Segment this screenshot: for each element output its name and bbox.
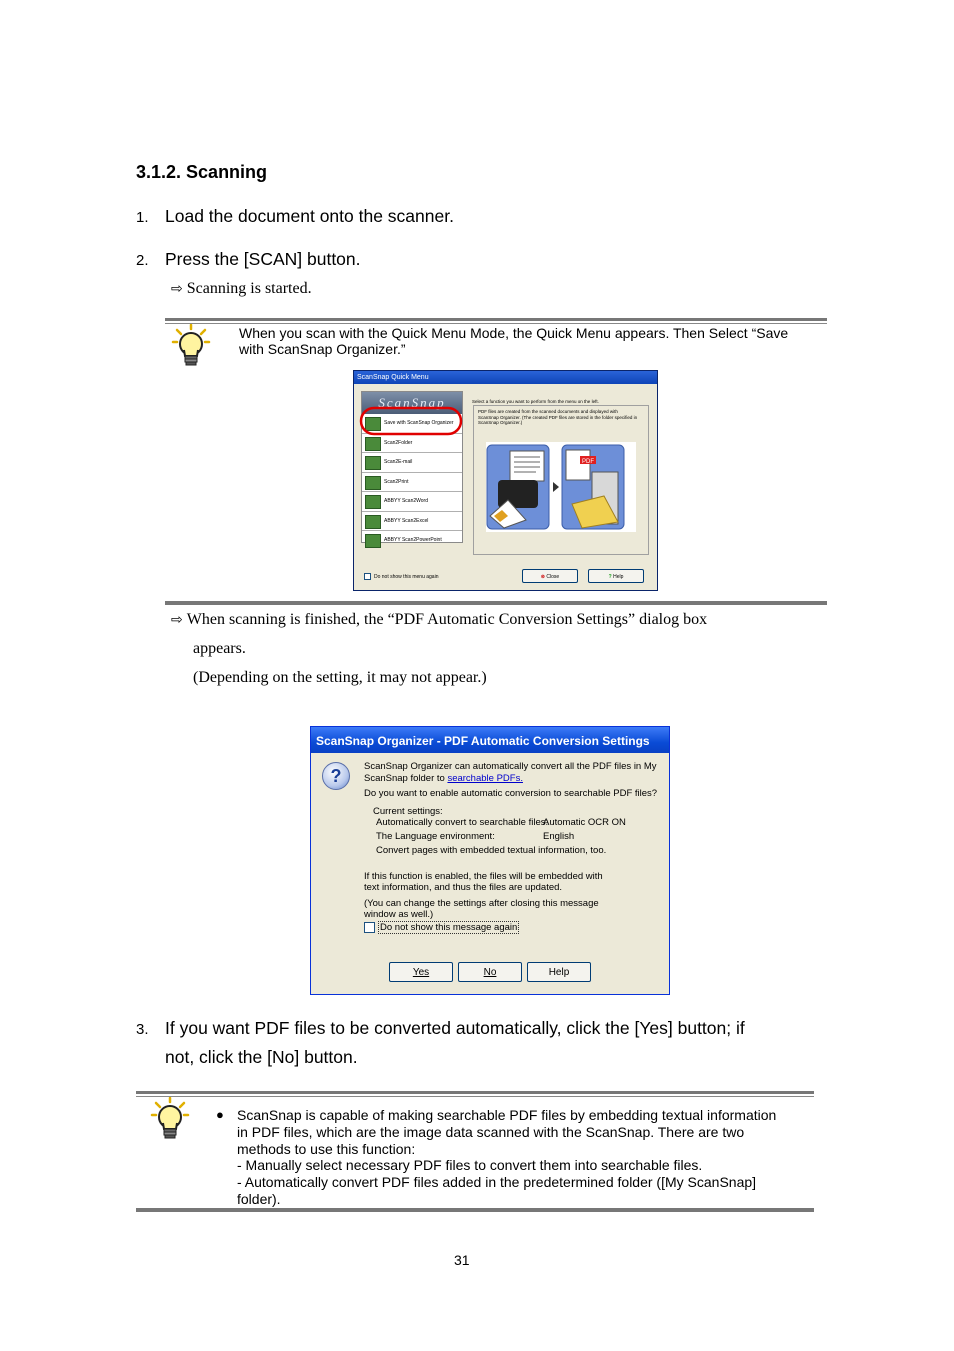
page-number: 31 (454, 1252, 470, 1268)
scanner-illustration (486, 442, 636, 532)
yes-button[interactable]: Yes (389, 962, 453, 982)
result-arrow-icon: ⇨ (171, 613, 183, 628)
result-finished: ⇨ When scanning is finished, the “PDF Automatic Conversion Settings” dialog box (171, 611, 708, 628)
step-text: Load the document onto the scanner. (165, 206, 454, 226)
step-number: 3. (136, 1021, 149, 1038)
menu-item-scan2word[interactable]: ABBYY Scan2Word (362, 492, 462, 512)
pdf-badge-text: PDF (582, 459, 594, 465)
hint-bulb-icon (150, 1097, 190, 1141)
hint-bulb-icon (171, 324, 211, 368)
dialog-body (364, 761, 664, 933)
result-arrow-icon: ⇨ (171, 282, 183, 297)
hint-2-top-rule (136, 1091, 814, 1094)
hint-2-top-rule-thin (136, 1096, 814, 1097)
step-number: 1. (136, 209, 149, 226)
quick-menu-description: PDF files are created from the scanned documents and displayed with ScanSnap Organizer. (The created PDF files are stored in the folder specified in ScanSnap Organizer.) (478, 409, 638, 425)
dialog-paragraph-4: (You can change the settings after closing this message window as well.) (364, 897, 599, 920)
step-text-line-2: not, click the [No] button. (165, 1047, 358, 1067)
highlight-ellipse (359, 406, 463, 436)
dont-show-message-checkbox[interactable]: Do not show this message again (364, 922, 664, 934)
checkbox-box (364, 922, 375, 933)
scansnap-logo: ScanSnap (362, 392, 462, 414)
setting-row-language: The Language environment: English (376, 831, 575, 842)
quick-menu-window (353, 370, 658, 591)
step-number: 2. (136, 252, 149, 269)
step-text: Press the [SCAN] button. (165, 249, 361, 269)
hint-bottom-rule (165, 601, 827, 605)
menu-item-scan2print[interactable]: Scan2Print (362, 473, 462, 493)
excel-icon (365, 515, 381, 529)
hint-2-text: ScanSnap is capable of making searchable PDF files by embedding textual information in PDF files, which are the image data scanned with the ScanSnap. There are two methods to use this function: - Manually select necessary PDF files to convert them into searchable files. - Automatically convert PDF files added in the predetermined folder ([My ScanSnap] folder). (237, 1107, 777, 1207)
hint-top-rule (165, 318, 827, 321)
menu-item-scan2excel[interactable]: ABBYY Scan2Excel (362, 512, 462, 532)
folder-icon (365, 437, 381, 451)
menu-item-scan2folder[interactable]: Scan2Folder (362, 434, 462, 454)
dont-show-menu-checkbox[interactable]: Do not show this menu again (364, 573, 438, 580)
checkbox-box (364, 573, 371, 580)
result-finished-line2: appears. (193, 640, 246, 657)
dialog-paragraph-2: Do you want to enable automatic conversion to searchable PDF files? (364, 788, 658, 799)
setting-row-embedded: Convert pages with embedded textual information, too. (376, 845, 607, 856)
dialog-paragraph-3: If this function is enabled, the files will be embedded with text information, and thus the files are updated. (364, 870, 603, 893)
step-text-line-1: If you want PDF files to be converted automatically, click the [Yes] button; if (165, 1018, 745, 1038)
menu-item-scan2email[interactable]: Scan2E-mail (362, 453, 462, 473)
current-settings-label: Current settings: (373, 805, 443, 817)
section-title: 3.1.2. Scanning (136, 162, 268, 182)
setting-row-ocr: Automatically convert to searchable files: Automatic OCR ON (376, 817, 626, 828)
word-icon (365, 495, 381, 509)
quick-menu-description-panel (470, 391, 652, 563)
printer-icon (365, 476, 381, 490)
powerpoint-icon (365, 534, 381, 548)
result-scan-started: ⇨ Scanning is started. (171, 280, 312, 297)
hint-2-bottom-rule (136, 1208, 814, 1212)
dialog-paragraph-1: ScanSnap Organizer can automatically convert all the PDF files in My ScanSnap folder to searchable PDFs. (364, 761, 657, 784)
close-icon: ⊗ (540, 574, 545, 580)
conversion-settings-dialog (310, 726, 670, 995)
help-button[interactable]: ? Help (588, 569, 644, 583)
help-button[interactable]: Help (527, 962, 591, 982)
menu-item-scan2powerpoint[interactable]: ABBYY Scan2PowerPoint (362, 531, 462, 550)
hint-top-rule-thin (165, 323, 827, 324)
close-button[interactable]: ⊗ Close (522, 569, 578, 583)
quick-menu-title: ScanSnap Quick Menu (354, 371, 657, 384)
dialog-title: ScanSnap Organizer - PDF Automatic Conversion Settings (311, 727, 669, 753)
result-finished-line3: (Depending on the setting, it may not appear.) (193, 669, 487, 686)
question-icon: ? (322, 762, 350, 790)
no-button[interactable]: No (458, 962, 522, 982)
menu-item-save-organizer[interactable]: Save with ScanSnap Organizer (362, 414, 462, 434)
quick-menu-instruction: Select a function you want to perform from the menu on the left. (472, 399, 599, 404)
quick-menu-description-box (473, 405, 649, 555)
email-icon (365, 456, 381, 470)
bullet-icon: ● (216, 1107, 224, 1122)
searchable-pdf-link[interactable]: searchable PDFs. (447, 772, 523, 784)
hint-1-text: When you scan with the Quick Menu Mode, the Quick Menu appears. Then Select “Save with ScanSnap Organizer.” (239, 325, 789, 357)
help-icon: ? (608, 574, 612, 580)
